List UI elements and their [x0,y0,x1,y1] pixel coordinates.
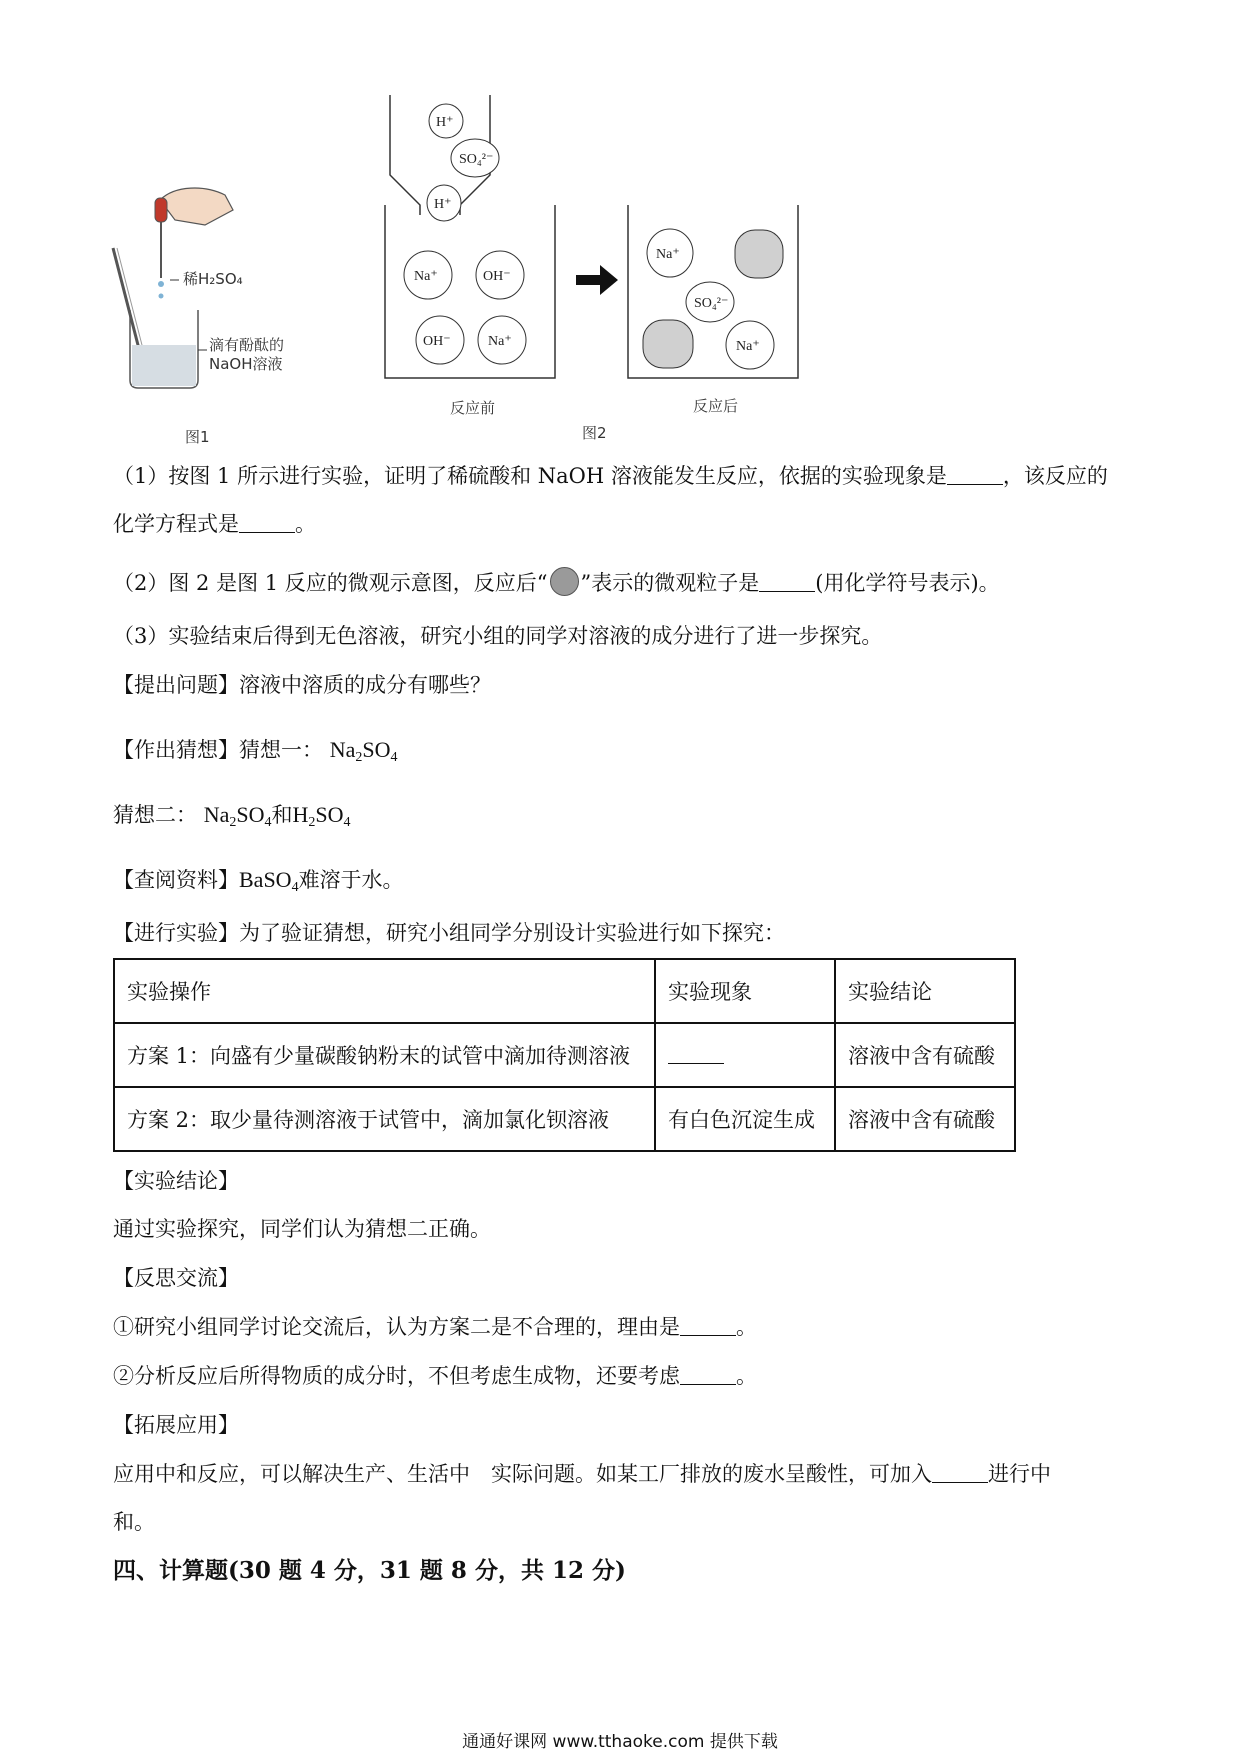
table-header: 实验现象 [655,959,835,1023]
guess-2-line: 猜想二： $Na_2SO_4$和$H_2SO_4$ [113,802,351,830]
guess-1-line: 【作出猜想】猜想一： $Na_2SO_4$ [113,737,398,765]
before-label: 反应前 [450,399,496,417]
grey-particle-icon [550,567,579,596]
extension-line-1: 应用中和反应，可以解决生产、生活中 实际问题。如某工厂排放的废水呈酸性，可加入 进行中 [113,1462,1051,1486]
beaker-label-2: NaOH溶液 [209,355,283,373]
ion-before-2: OH⁻ [483,269,511,284]
q1-line-2: 化学方程式是 。 [113,512,316,536]
q2-line: （2）图 2 是图 1 反应的微观示意图，反应后“ ”表示的微观粒子是 (用化学符号表示)。 [113,567,1000,598]
table-header-row [114,959,1015,1023]
table-header: 实验结论 [835,959,1015,1023]
ion-before-4: Na⁺ [488,334,512,349]
q3-line: （3）实验结束后得到无色溶液，研究小组的同学对溶液的成分进行了进一步探究。 [113,624,883,648]
table-cell: 方案 2：取少量待测溶液于试管中，滴加氯化钡溶液 [114,1087,655,1151]
answer-blank[interactable] [680,1315,736,1336]
experiment-table [113,958,1016,1152]
after-label: 反应后 [693,397,739,415]
ion-h-2: H⁺ [434,197,452,212]
table-header: 实验操作 [114,959,655,1023]
answer-blank[interactable] [680,1364,736,1385]
extension-line-2: 和。 [113,1510,155,1534]
ion-after-so4: SO₄²⁻ [694,296,729,311]
figure-2 [380,95,820,455]
table-cell: 方案 1：向盛有少量碳酸钠粉末的试管中滴加待测溶液 [114,1023,655,1087]
section-4-title: 四、计算题(30 题 4 分，31 题 8 分，共 12 分) [113,1557,626,1584]
reflection-item-2: ②分析反应后所得物质的成分时，不但考虑生成物，还要考虑 。 [113,1364,757,1388]
dropper-bulb [155,198,167,222]
figure-1 [105,180,305,450]
ion-after-1: Na⁺ [656,247,680,262]
answer-blank[interactable] [239,512,295,533]
answer-blank[interactable] [932,1462,988,1483]
question-line: 【提出问题】溶液中溶质的成分有哪些？ [113,673,491,697]
page-footer: 通通好课网 www.tthaoke.com 提供下载 [462,1732,778,1752]
ion-after-2: Na⁺ [736,339,760,354]
water-molecule-2 [643,320,693,368]
reflection-item-1: ①研究小组同学讨论交流后，认为方案二是不合理的，理由是 。 [113,1315,757,1339]
table-cell: 有白色沉淀生成 [655,1087,835,1151]
table-row [114,1023,1015,1087]
ion-before-1: Na⁺ [414,269,438,284]
ion-before-3: OH⁻ [423,334,451,349]
arrow-icon [576,265,618,295]
q1-line-1: （1）按图 1 所示进行实验，证明了稀硫酸和 NaOH 溶液能发生反应，依据的实验现象是 ，该反应的 [113,464,1108,488]
figure-1-caption: 图1 [185,428,210,446]
table-cell: 溶液中含有硫酸 [835,1087,1015,1151]
hand-illustration [160,188,233,225]
conclusion-text: 通过实验探究，同学们认为猜想二正确。 [113,1217,491,1241]
reference-line: 【查阅资料】BaSO$_4$难溶于水。 [113,867,404,895]
reflection-label: 【反思交流】 [113,1266,239,1290]
beaker-label-1: 滴有酚酞的 [209,336,285,354]
ion-so4-drop: SO₄²⁻ [459,152,494,167]
ion-h-1: H⁺ [436,115,454,130]
answer-blank[interactable] [759,571,815,592]
table-cell: 溶液中含有硫酸 [835,1023,1015,1087]
answer-blank[interactable] [947,464,1003,485]
table-row [114,1087,1015,1151]
acid-label: 稀H₂SO₄ [183,270,243,288]
table-cell-blank[interactable] [655,1023,835,1087]
experiment-line: 【进行实验】为了验证猜想，研究小组同学分别设计实验进行如下探究： [113,921,785,945]
conclusion-label: 【实验结论】 [113,1169,239,1193]
water-molecule-1 [735,230,783,278]
extension-label: 【拓展应用】 [113,1413,239,1437]
figure-2-caption: 图2 [582,424,607,442]
